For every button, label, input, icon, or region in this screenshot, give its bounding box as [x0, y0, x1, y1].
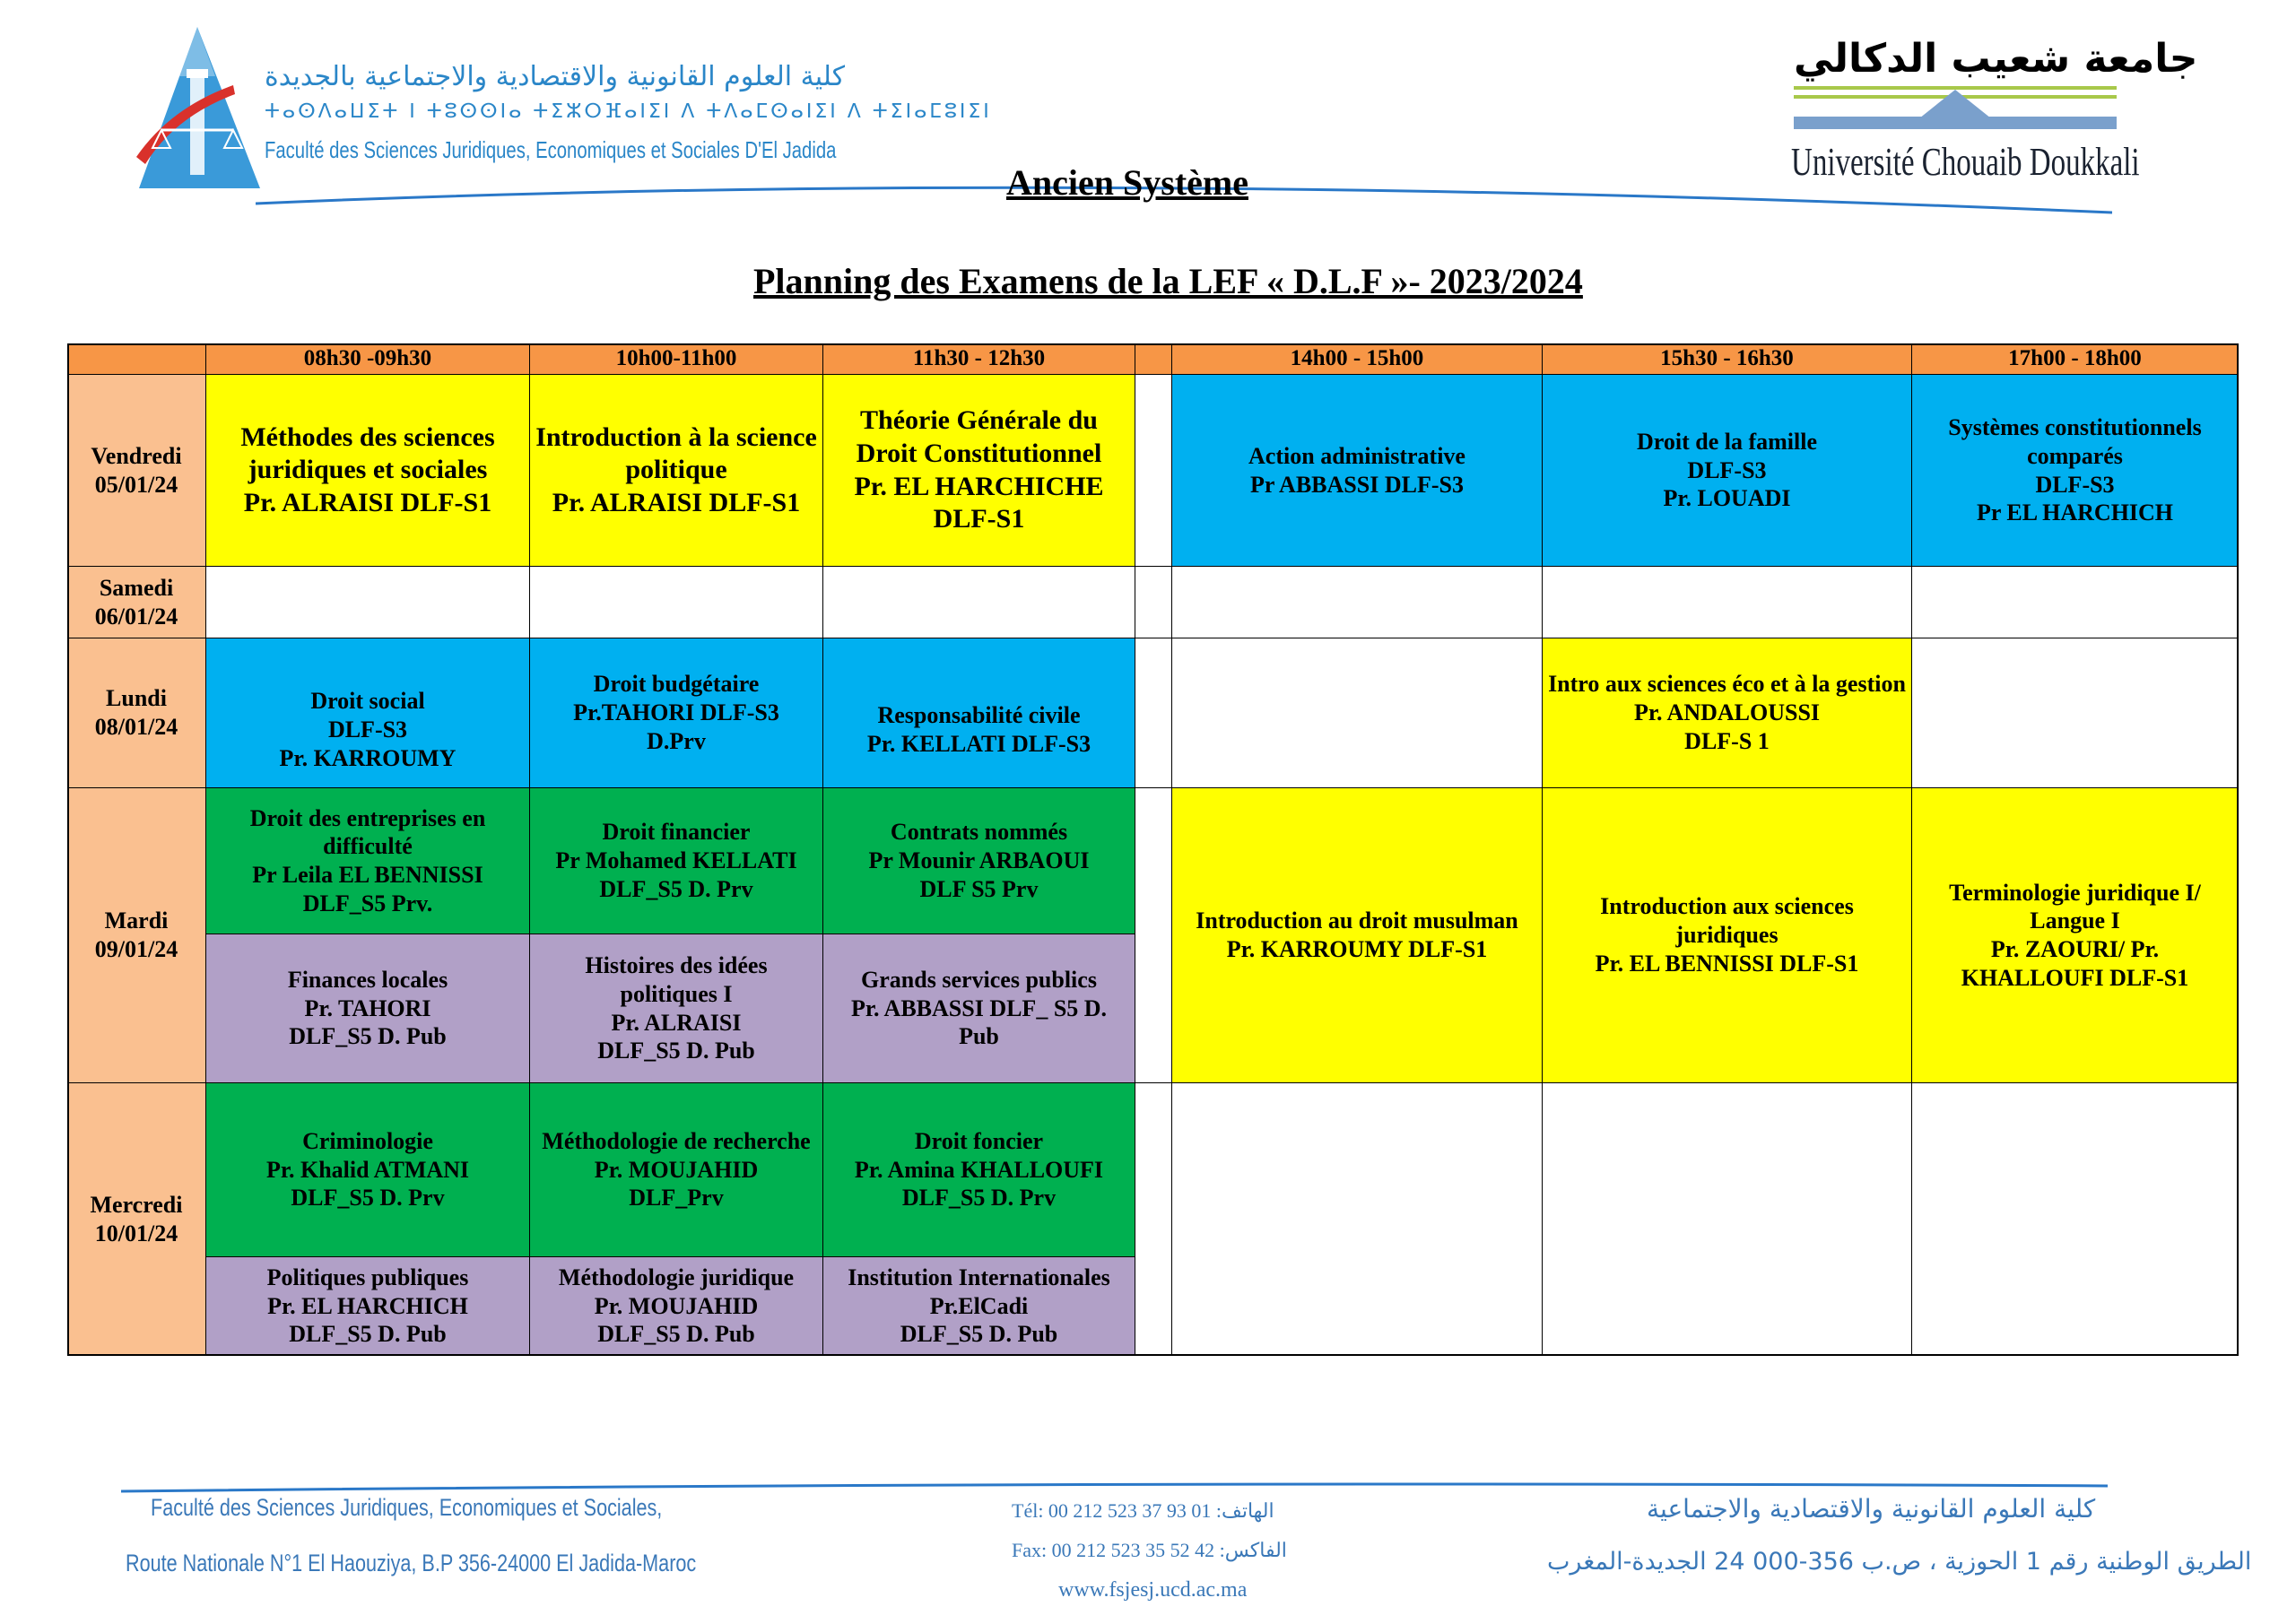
- footer-faculty-arabic: كلية العلوم القانونية والاقتصادية والاجتماعية: [1647, 1494, 2096, 1524]
- exam-cell: Méthodes des sciences juridiques et sociales Pr. ALRAISI DLF-S1: [206, 375, 530, 567]
- ancien-systeme-label: Ancien Système: [1006, 162, 1248, 203]
- exam-cell: Contrats nommés Pr Mounir ARBAOUI DLF S5 Prv: [823, 788, 1135, 934]
- planning-title: Planning des Examens de la LEF « D.L.F »- 2023/2024: [753, 261, 1583, 301]
- time-slot-header: 17h00 - 18h00: [1912, 343, 2239, 375]
- empty-cell: [530, 567, 823, 638]
- footer-address-french: Route Nationale N°1 El Haouziya, B.P 356-24000 El Jadida-Maroc: [126, 1550, 697, 1576]
- footer-phone: Tél: 00 212 523 37 93 01 :الهاتف: [1012, 1499, 1274, 1522]
- break-cell: [1135, 567, 1172, 638]
- day-cell-vendredi: [67, 375, 206, 567]
- footer-faculty-french: Faculté des Sciences Juridiques, Economiques et Sociales,: [151, 1494, 663, 1521]
- exam-cell: Action administrative Pr ABBASSI DLF-S3: [1172, 375, 1543, 567]
- time-slot-header: 14h00 - 15h00: [1172, 343, 1543, 375]
- day-cell-lundi: [67, 638, 206, 788]
- time-slot-header: 10h00-11h00: [530, 343, 823, 375]
- footer-fax: Fax: 00 212 523 35 52 42 :الفاكس: [1012, 1539, 1287, 1561]
- day-name: Mardi: [104, 908, 169, 934]
- exam-cell: Droit foncier Pr. Amina KHALLOUFI DLF_S5 D. Prv: [823, 1083, 1135, 1257]
- exam-cell: Introduction aux sciences juridiques Pr. EL BENNISSI DLF-S1: [1543, 788, 1912, 1083]
- exam-cell: Introduction au droit musulman Pr. KARROUMY DLF-S1: [1172, 788, 1543, 1083]
- exam-cell: Théorie Générale du Droit Constitutionnel Pr. EL HARCHICHE DLF-S1: [823, 375, 1135, 567]
- exam-cell: Introduction à la science politique Pr. ALRAISI DLF-S1: [530, 375, 823, 567]
- exam-cell: Histoires des idées politiques I Pr. ALRAISI DLF_S5 D. Pub: [530, 934, 823, 1083]
- exam-cell: Méthodologie juridique Pr. MOUJAHID DLF_S5 D. Pub: [530, 1257, 823, 1356]
- footer-address-arabic: الطريق الوطنية رقم 1 الحوزية ، ص.ب 356-000 24 الجديدة-المغرب: [1547, 1548, 2252, 1576]
- footer-divider-line: [121, 1482, 2108, 1495]
- university-name-arabic: جامعة شعيب الدكالي: [1794, 36, 2198, 82]
- exam-cell: Institution Internationales Pr.ElCadi DLF_S5 D. Pub: [823, 1257, 1135, 1356]
- break-cell: [1135, 638, 1172, 788]
- empty-cell: [1912, 1083, 2239, 1356]
- empty-cell: [1543, 1083, 1912, 1356]
- university-name-french: Université Chouaib Doukkali: [1791, 140, 2140, 184]
- day-cell-samedi: [67, 567, 206, 638]
- day-name: Vendredi: [91, 442, 182, 469]
- exam-cell: Finances locales Pr. TAHORI DLF_S5 D. Pub: [206, 934, 530, 1083]
- break-cell: [1135, 788, 1172, 1083]
- empty-cell: [1172, 638, 1543, 788]
- exam-cell: Intro aux sciences éco et à la gestion Pr. ANDALOUSSI DLF-S 1: [1543, 638, 1912, 788]
- exam-cell: Terminologie juridique I/ Langue I Pr. ZAOURI/ Pr. KHALLOUFI DLF-S1: [1912, 788, 2239, 1083]
- day-name: Mercredi: [90, 1191, 183, 1218]
- empty-cell: [206, 567, 530, 638]
- empty-cell: [823, 567, 1135, 638]
- day-date: 10/01/24: [94, 1220, 178, 1246]
- day-date: 09/01/24: [94, 936, 178, 962]
- empty-cell: [1912, 638, 2239, 788]
- corner-cell: [67, 343, 206, 375]
- exam-cell: Méthodologie de recherche Pr. MOUJAHID DLF_Prv: [530, 1083, 823, 1257]
- time-slot-header: 11h30 - 12h30: [823, 343, 1135, 375]
- day-name: Lundi: [106, 685, 167, 712]
- lighthouse-logo-icon: [135, 22, 269, 193]
- exam-cell: Grands services publics Pr. ABBASSI DLF_ S5 D. Pub: [823, 934, 1135, 1083]
- exam-schedule-table: [67, 343, 2239, 1356]
- empty-cell: [1172, 1083, 1543, 1356]
- day-cell-mercredi: [67, 1083, 206, 1356]
- break-cell: [1135, 375, 1172, 567]
- exam-cell: Responsabilité civile Pr. KELLATI DLF-S3: [823, 638, 1135, 788]
- faculty-name-tifinagh: ⵜⴰⵙⴷⴰⵡⵉⵜ ⵏ ⵜⵓⵙⵙⵏⴰ ⵜⵉⵣⵔⴼⴰⵏⵉⵏ ⴷ ⵜⴷⴰⵎⵙⴰⵏⵉⵏ ⴷ ⵜⵉⵏⴰⵎⵓⵏⵉⵏ: [265, 100, 992, 123]
- exam-cell: Politiques publiques Pr. EL HARCHICH DLF_S5 D. Pub: [206, 1257, 530, 1356]
- footer-website-link[interactable]: www.fsjesj.ucd.ac.ma: [1058, 1578, 1248, 1602]
- day-date: 06/01/24: [94, 603, 178, 630]
- university-logo-stripes-icon: [1794, 83, 2117, 136]
- day-cell-mardi: [67, 788, 206, 1083]
- time-slot-header: 15h30 - 16h30: [1543, 343, 1912, 375]
- faculty-name-french: Faculté des Sciences Juridiques, Economiques et Sociales D'El Jadida: [265, 136, 837, 163]
- day-date: 08/01/24: [94, 714, 178, 740]
- exam-cell: Droit de la famille DLF-S3 Pr. LOUADI: [1543, 375, 1912, 567]
- exam-cell: Droit financier Pr Mohamed KELLATI DLF_S5 D. Prv: [530, 788, 823, 934]
- exam-cell: Criminologie Pr. Khalid ATMANI DLF_S5 D. Prv: [206, 1083, 530, 1257]
- day-name: Samedi: [99, 574, 174, 601]
- time-slot-header: 08h30 -09h30: [206, 343, 530, 375]
- exam-cell: Droit budgétaire Pr.TAHORI DLF-S3 D.Prv: [530, 638, 823, 788]
- empty-cell: [1543, 567, 1912, 638]
- exam-cell: Droit social DLF-S3 Pr. KARROUMY: [206, 638, 530, 788]
- empty-cell: [1172, 567, 1543, 638]
- break-cell: [1135, 1083, 1172, 1356]
- day-date: 05/01/24: [94, 471, 178, 498]
- faculty-name-arabic: كلية العلوم القانونية والاقتصادية والاجتماعية بالجديدة: [265, 61, 845, 92]
- exam-cell: Systèmes constitutionnels comparés DLF-S3 Pr EL HARCHICH: [1912, 375, 2239, 567]
- exam-cell: Droit des entreprises en difficulté Pr Leila EL BENNISSI DLF_S5 Prv.: [206, 788, 530, 934]
- time-slot-header: [1135, 343, 1172, 375]
- empty-cell: [1912, 567, 2239, 638]
